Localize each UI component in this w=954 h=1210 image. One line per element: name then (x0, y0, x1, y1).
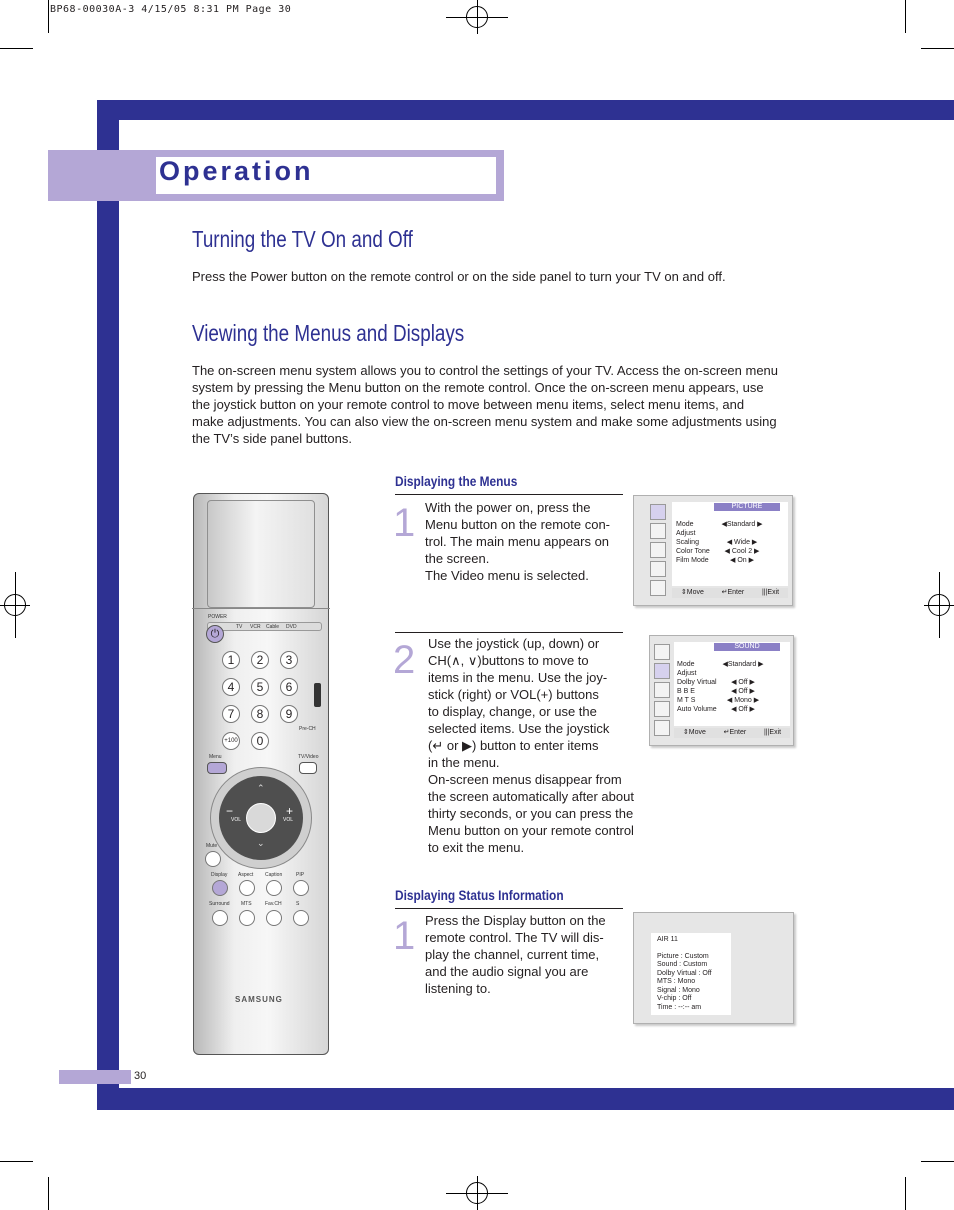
menu-row[interactable] (676, 538, 764, 547)
row-value: ◀ Cool 2 ▶ (724, 548, 760, 555)
status-line (657, 945, 725, 953)
step-number: 1 (393, 501, 416, 545)
row-value: ◀ Wide ▶ (726, 539, 758, 546)
picture-icon (654, 644, 670, 660)
section-title: Operation (159, 156, 314, 186)
digit-4-button[interactable]: 4 (222, 678, 240, 696)
viewing-body (192, 362, 812, 447)
still-button[interactable] (293, 910, 309, 926)
row-value: ◀ Off ▶ (731, 706, 755, 713)
row-label: Film Mode (676, 557, 709, 564)
step-text (425, 499, 625, 584)
digit-7-button[interactable]: 7 (222, 705, 240, 723)
step-line: stick (right) or VOL(+) buttons (428, 687, 599, 702)
step-line: CH(∧, ∨)buttons to move to (428, 653, 589, 668)
mute-label: Mute (206, 843, 218, 849)
heading-turning-on: Turning the TV On and Off (192, 226, 413, 252)
menu-tab: SOUND (714, 643, 780, 651)
step-line: items in the menu. Use the joy- (428, 670, 608, 685)
aspect-button[interactable] (239, 880, 255, 896)
print-slug: BP68-00030A-3 4/15/05 8:31 PM Page 30 (50, 4, 292, 15)
crop-mark (905, 1177, 906, 1210)
power-button[interactable]: ⏻ (206, 625, 224, 643)
step-line: to display, change, or use the (428, 704, 597, 719)
crop-mark (905, 0, 906, 33)
digit-3-button[interactable]: 3 (280, 651, 298, 669)
rule (395, 908, 623, 909)
menu-label: Menu (209, 754, 222, 760)
body-line: make adjustments. You can also view the on-screen menu system and make some adjustments using (192, 414, 777, 429)
digit-6-button[interactable]: 6 (280, 678, 298, 696)
surround-button[interactable] (212, 910, 228, 926)
status-panel (651, 933, 731, 1015)
step-line: Press the Display button on the (425, 913, 606, 928)
menu-footer (674, 728, 790, 738)
step-text (425, 912, 625, 997)
row-label: Dolby Virtual (677, 679, 717, 686)
left-band (97, 100, 119, 1110)
row-label: B B E (677, 688, 695, 695)
samsung-logo: SAMSUNG (235, 995, 283, 1004)
step-line: (↵ or ▶) button to enter items (428, 738, 599, 753)
mode-vcr[interactable]: VCR (250, 624, 261, 630)
row-label: Color Tone (676, 548, 710, 555)
remote-top-panel (207, 500, 315, 608)
remote-seam (192, 608, 330, 609)
digit-0-button[interactable]: 0 (251, 732, 269, 750)
caption-label: Caption (265, 872, 283, 878)
footer-band (97, 1088, 954, 1110)
status-line: Sound : Custom (657, 961, 708, 968)
aspect-label: Aspect (238, 872, 254, 878)
row-value (720, 529, 764, 538)
step-number: 2 (393, 638, 416, 682)
row-label: Mode (676, 521, 694, 528)
menu-footer (672, 588, 788, 598)
menu-rows (677, 660, 765, 714)
row-value: ◀Standard ▶ (721, 521, 763, 528)
row-label: Auto Volume (677, 706, 717, 713)
pip-label: PIP (296, 872, 305, 878)
registration-line (15, 572, 16, 638)
body-line: the joystick button on your remote control to move between menu items, select menu items, and (192, 397, 745, 412)
mode-cable[interactable]: Cable (266, 624, 280, 630)
sound-icon (654, 663, 670, 679)
status-line: Time : --:-- am (657, 1003, 702, 1011)
enter-hint: ↵Enter (721, 589, 745, 596)
row-value: ◀Standard ▶ (722, 661, 764, 668)
step-line: On-screen menus disappear from (428, 772, 622, 787)
status-line: MTS : Mono (657, 978, 696, 985)
status-line: AIR 11 (657, 936, 678, 943)
registration-line (477, 1176, 478, 1210)
input-icon (654, 720, 670, 736)
fav-ch-label: Fav.CH (265, 901, 282, 907)
menu-row[interactable] (676, 547, 764, 556)
sound-icon (650, 523, 666, 539)
step-line: to exit the menu. (428, 840, 525, 855)
exit-hint: |||Exit (761, 589, 780, 596)
vol-left-label: VOL (231, 817, 242, 823)
mode-strip (207, 622, 322, 631)
ch-down-icon: ⌄ (257, 838, 265, 848)
joystick-enter-button[interactable] (246, 803, 276, 833)
menu-row[interactable] (676, 529, 764, 538)
menu-row[interactable] (677, 696, 765, 705)
vol-minus-label: − (226, 804, 234, 818)
heading-viewing-menus: Viewing the Menus and Displays (192, 320, 465, 346)
mts-button[interactable] (239, 910, 255, 926)
heading-status-info: Displaying Status Information (395, 887, 564, 903)
row-value: ◀ Mono ▶ (726, 697, 760, 704)
pre-ch-label: Pre-CH (299, 726, 316, 732)
vol-right-label: VOL (283, 817, 294, 823)
crop-mark (0, 1161, 33, 1162)
channel-icon (654, 682, 670, 698)
crop-mark (921, 48, 954, 49)
picture-menu-screen (633, 495, 793, 606)
surround-label: Surround (209, 901, 230, 907)
step-line: and the audio signal you are (425, 964, 589, 979)
registration-line (939, 572, 940, 638)
vol-plus-label: + (286, 804, 294, 818)
ch-up-icon: ⌃ (257, 783, 265, 793)
row-value: ◀ Off ▶ (731, 679, 755, 686)
display-label: Display (211, 872, 228, 878)
caption-button[interactable] (266, 880, 282, 896)
menu-row[interactable] (677, 660, 765, 669)
rule (395, 494, 623, 495)
display-button[interactable] (212, 880, 228, 896)
step-line: remote control. The TV will dis- (425, 930, 604, 945)
step-line: the screen. (425, 551, 490, 566)
enter-hint: ↵Enter (723, 729, 747, 736)
step-line: The Video menu is selected. (425, 568, 589, 583)
crop-mark (921, 1161, 954, 1162)
power-label: POWER (208, 614, 227, 620)
step-line: thirty seconds, or you can press the (428, 806, 634, 821)
status-line: Dolby Virtual : Off (657, 969, 712, 977)
header-band (97, 100, 954, 120)
pip-button[interactable] (293, 880, 309, 896)
body-line: system by pressing the Menu button on the remote control. Once the on-screen menu appears, use (192, 380, 764, 395)
exit-hint: |||Exit (763, 729, 782, 736)
menu-row[interactable] (676, 556, 764, 565)
step-line: listening to. (425, 981, 491, 996)
plus-100-button[interactable]: +100 (222, 732, 240, 750)
status-line: V-chip : Off (657, 995, 692, 1002)
menu-tab: PICTURE (714, 503, 780, 511)
status-line: Picture : Custom (657, 952, 709, 960)
digit-8-button[interactable]: 8 (251, 705, 269, 723)
move-hint: ⇕Move (680, 589, 704, 596)
setup-icon (650, 561, 666, 577)
menu-row[interactable] (677, 669, 765, 678)
menu-row[interactable] (677, 705, 765, 714)
menu-row[interactable] (677, 678, 765, 687)
step-text (428, 635, 653, 856)
still-label: S (296, 901, 300, 907)
status-line: Signal : Mono (657, 986, 700, 994)
picture-icon (650, 504, 666, 520)
row-label: Adjust (677, 670, 697, 677)
crop-mark (0, 48, 33, 49)
page-number: 30 (134, 1070, 147, 1082)
input-icon (650, 580, 666, 596)
digit-1-button[interactable]: 1 (222, 651, 240, 669)
body-line: The on-screen menu system allows you to control the settings of your TV. Access the on-screen menu (192, 363, 779, 378)
side-slider[interactable] (314, 683, 321, 707)
step-line: Menu button on your remote control (428, 823, 634, 838)
digit-2-button[interactable]: 2 (251, 651, 269, 669)
digit-9-button[interactable]: 9 (280, 705, 298, 723)
step-line: With the power on, press the (425, 500, 591, 515)
row-label: Scaling (676, 539, 699, 546)
body-line: the TV’s side panel buttons. (192, 431, 352, 446)
status-screen (633, 912, 794, 1024)
row-value: ◀ On ▶ (730, 557, 754, 564)
row-value: ◀ Off ▶ (731, 688, 755, 695)
rule (395, 632, 623, 633)
step-line: Menu button on the remote con- (425, 517, 611, 532)
step-line: selected items. Use the joystick (428, 721, 610, 736)
menu-row[interactable] (676, 520, 764, 529)
row-label: M T S (677, 697, 696, 704)
step-line: play the channel, current time, (425, 947, 600, 962)
step-line: trol. The main menu appears on (425, 534, 610, 549)
registration-line (477, 0, 478, 34)
step-line: Use the joystick (up, down) or (428, 636, 600, 651)
step-number: 1 (393, 914, 416, 958)
row-label: Adjust (676, 530, 696, 537)
mute-button[interactable] (205, 851, 221, 867)
mode-tv[interactable]: TV (236, 624, 243, 630)
menu-rows (676, 520, 764, 565)
tv-video-button[interactable] (299, 762, 317, 774)
step-line: in the menu. (428, 755, 500, 770)
row-value (721, 669, 765, 678)
digit-5-button[interactable]: 5 (251, 678, 269, 696)
tv-video-label: TV/Video (298, 754, 319, 760)
menu-row[interactable] (677, 687, 765, 696)
fav-ch-button[interactable] (266, 910, 282, 926)
menu-button[interactable] (207, 762, 227, 774)
mts-label: MTS (241, 901, 252, 907)
crop-mark (48, 0, 49, 33)
move-hint: ⇕Move (682, 729, 706, 736)
channel-icon (650, 542, 666, 558)
turning-body: Press the Power button on the remote control or on the side panel to turn your TV on and off. (192, 269, 726, 284)
crop-mark (48, 1177, 49, 1210)
heading-displaying-menus: Displaying the Menus (395, 473, 518, 489)
page-number-bar (59, 1070, 131, 1084)
setup-icon (654, 701, 670, 717)
sound-menu-screen (649, 635, 794, 746)
mode-dvd[interactable]: DVD (286, 624, 297, 630)
step-line: the screen automatically after about (428, 789, 634, 804)
row-label: Mode (677, 661, 695, 668)
